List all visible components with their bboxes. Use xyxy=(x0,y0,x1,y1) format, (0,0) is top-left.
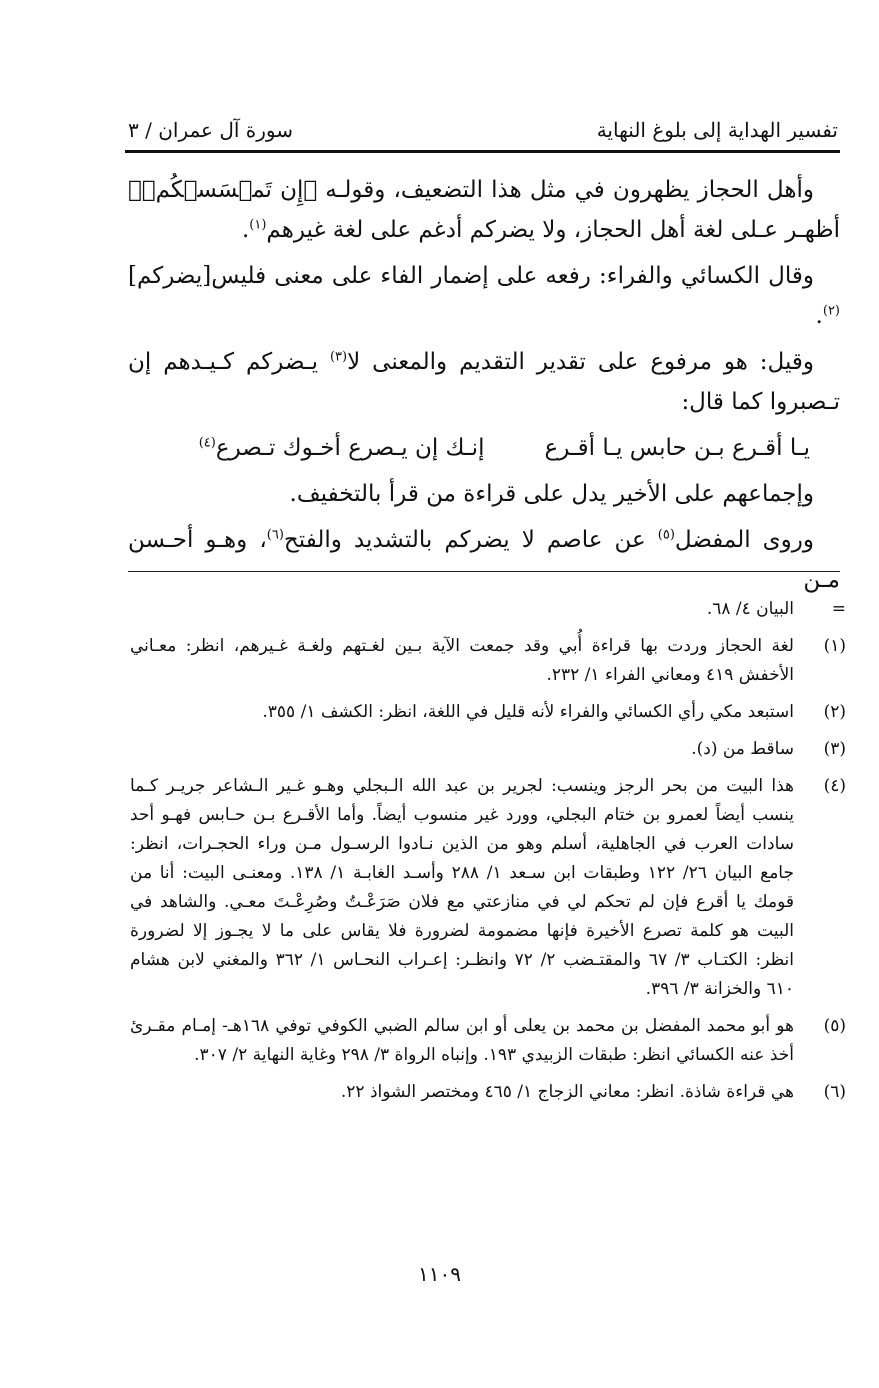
footnote-continued xyxy=(130,595,846,624)
footnote-4 xyxy=(130,772,846,1004)
book-title: تفسير الهداية إلى بلوغ النهاية xyxy=(596,118,838,142)
paragraph-3 xyxy=(128,342,840,422)
footnote-3 xyxy=(130,735,846,764)
footnote-number: (٤) xyxy=(823,776,846,796)
footnote-text: ساقط من (د). xyxy=(691,739,794,759)
footnote-text: لغة الحجاز وردت بها قراءة أُبي وقد جمعت الآية بـين لغـتهم ولغـة غـيرهم، انظر: معـاني الأخفش ٤١٩ ومعاني الفراء ١/ ٢٣٢. xyxy=(130,636,794,685)
footnote-number: (٣) xyxy=(823,739,846,759)
footnote-text: هذا البيت من بحر الرجز وينسب: لجرير بن عبد الله الـبجلي وهـو غـير الـشاعر جريـر كـما ينسب أيضاً لعمرو بن ختام البجلي، وورد غير منسوب أيضاً. وأما الأقـرع بـن حـابس فهـو أحد سادات العرب في الجاهلية، أسلم وهو من الذين نـادوا الرسـول مـن وراء الحجـرات، انظر: جامع البيان ٢٦/ ١٢٢ وطبقات ابن سـعد ١/ ٢٨٨ وأسـد الغابـة ١/ ١٣٨. ومعنـى البيت: أنا من قومك يا أقرع فإن لم تحكم لي في منازعتي مع فلان صَرَعْـتُ وصُرِعْـتَ معـي. والشاهد في البيت هو كلمة تصرع الأخيرة فإنها مضمومة لضرورة فلا يقاس على ما لا يجـوز إلا لضرورة انظر: الكتـاب ٣/ ٦٧ والمقتـضب ٢/ ٧٢ وانظـر: إعـراب النحـاس ١/ ٣٦٢ والمغني لابن هشام ٦١٠ والخزانة ٣/ ٣٩٦. xyxy=(130,776,794,999)
footnote-reference: (٤) xyxy=(198,435,216,451)
page-header xyxy=(128,112,838,148)
footnote-divider xyxy=(128,571,840,572)
paragraph-text: وقيل: هو مرفوع على تقدير التقديم والمعنى لا xyxy=(347,349,814,375)
paragraph-text: وروى المفضل xyxy=(674,527,814,553)
verse-text: إنـك إن يـصرع أخـوك تـصرع xyxy=(215,435,485,461)
footnote-reference: (٥) xyxy=(657,527,675,543)
footnote-reference: (٣) xyxy=(329,349,348,365)
footnote-5 xyxy=(130,1012,846,1070)
paragraph-text: يـضركم كـيـدهم إن تـصبروا كما قال: xyxy=(128,349,840,415)
paragraph-text: أظهـر عـلى لغة أهل الحجاز، ولا يضركم أدغم على لغة غيرهم xyxy=(266,217,840,243)
header-divider xyxy=(125,150,840,153)
main-text xyxy=(128,170,840,606)
footnote-1 xyxy=(130,632,846,690)
verse-second-hemistich xyxy=(199,428,485,468)
paragraph-4: وإجماعهم على الأخير يدل على قراءة من قرأ بالتخفيف. xyxy=(289,481,814,507)
paragraph-1 xyxy=(128,170,840,250)
footnote-2 xyxy=(130,698,846,727)
paragraph-text: ، وهـو أحـسن مـن xyxy=(128,527,840,593)
footnote-text: استبعد مكي رأي الكسائي والفراء لأنه قليل في اللغة، انظر: الكشف ١/ ٣٥٥. xyxy=(262,702,794,722)
footnote-6 xyxy=(130,1078,846,1107)
paragraph-text: عن عاصم لا يضركم بالتشديد والفتح xyxy=(283,527,658,553)
punctuation: . xyxy=(815,303,823,329)
footnote-number: (١) xyxy=(823,636,846,656)
poetry-verse xyxy=(128,428,840,468)
footnote-reference: (١) xyxy=(249,217,267,233)
footnote-text: هي قراءة شاذة. انظر: معاني الزجاج ١/ ٤٦٥ ومختصر الشواذ ٢٢. xyxy=(340,1082,794,1102)
paragraph-text: وأهل الحجاز يظهرون في مثل هذا التضعيف، وقولـه xyxy=(317,177,814,203)
footnote-number: (٦) xyxy=(823,1082,846,1102)
footnote-reference: (٦) xyxy=(266,527,284,543)
footnote-reference: (٢) xyxy=(822,303,840,319)
verse-first-hemistich: يـا أقـرع بـن حابس يـا أقـرع xyxy=(544,435,810,461)
page-number: ١١٠٩ xyxy=(418,1262,461,1286)
footnote-number: = xyxy=(831,599,846,619)
footnote-number: (٢) xyxy=(823,702,846,722)
quran-quote: ﴿إِن تَمۡسَسۡكُمۡ﴾ xyxy=(128,177,318,203)
footnote-text: هو أبو محمد المفضل بن محمد بن يعلى أو ابن سالم الضبي الكوفي توفي ١٦٨هـ- إمـام مقـرئ أخذ عنه الكسائي انظر: طبقات الزبيدي ١٩٣. وإنباه الرواة ٣/ ٢٩٨ وغاية النهاية ٢/ ٣٠٧. xyxy=(130,1016,794,1065)
paragraph-2 xyxy=(128,256,840,336)
footnote-text: البيان ٤/ ٦٨. xyxy=(706,599,794,619)
paragraph-5 xyxy=(128,520,840,600)
paragraph-text: وقال الكسائي والفراء: رفعه على إضمار الفاء على معنى فليس[يضركم] xyxy=(128,263,814,289)
footnote-number: (٥) xyxy=(823,1016,846,1036)
footnotes xyxy=(130,595,846,1115)
punctuation: . xyxy=(241,217,250,243)
sura-reference: سورة آل عمران / ٣ xyxy=(128,118,294,142)
